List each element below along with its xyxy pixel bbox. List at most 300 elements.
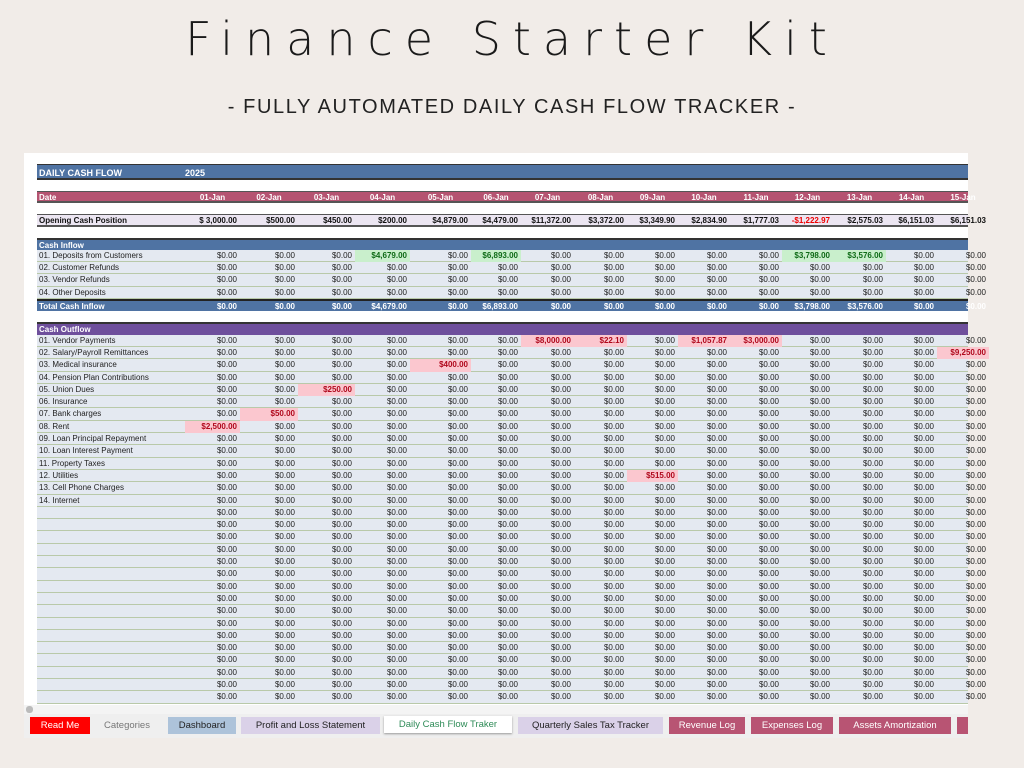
cell[interactable]: $0.00 (809, 384, 830, 394)
cell[interactable]: $0.00 (654, 507, 675, 517)
cell[interactable]: $0.00 (216, 409, 237, 419)
cell[interactable]: $0.00 (706, 347, 727, 357)
cell[interactable]: $0.00 (913, 384, 934, 394)
cell[interactable]: $0.00 (216, 347, 237, 357)
cell[interactable]: $0.00 (654, 643, 675, 653)
cell[interactable]: -$1,222.97 (791, 216, 830, 226)
cell[interactable]: $0.00 (758, 397, 779, 407)
cell[interactable]: $0.00 (274, 593, 295, 603)
cell[interactable]: $0.00 (331, 335, 352, 345)
cell[interactable]: 12-Jan (794, 193, 821, 202)
cell[interactable]: $4,879.00 (432, 216, 468, 226)
cell[interactable]: $0.00 (758, 434, 779, 444)
cell[interactable]: $0.00 (913, 360, 934, 370)
cell[interactable]: $0.00 (913, 569, 934, 579)
cell[interactable]: $8,000.00 (521, 335, 574, 347)
cell[interactable]: $0.00 (550, 372, 571, 382)
cell[interactable]: $0.00 (965, 630, 986, 640)
cell[interactable]: $0.00 (447, 263, 468, 273)
cell[interactable]: $0.00 (706, 520, 727, 530)
cell[interactable]: $0.00 (497, 532, 518, 542)
cell[interactable]: $0.00 (216, 372, 237, 382)
cell[interactable]: $0.00 (550, 618, 571, 628)
cell[interactable]: $0.00 (550, 667, 571, 677)
cell[interactable]: $0.00 (654, 630, 675, 640)
cell[interactable]: $0.00 (331, 458, 352, 468)
cell[interactable]: $0.00 (913, 434, 934, 444)
cell[interactable]: $0.00 (274, 679, 295, 689)
cell[interactable]: $0.00 (913, 250, 934, 260)
cell[interactable]: $0.00 (386, 544, 407, 554)
cell[interactable]: $0.00 (274, 495, 295, 505)
cell[interactable]: $0.00 (331, 692, 352, 702)
cell[interactable]: $0.00 (331, 347, 352, 357)
cell[interactable]: $0.00 (913, 458, 934, 468)
cell[interactable]: $0.00 (386, 643, 407, 653)
cell[interactable]: $0.00 (274, 421, 295, 431)
cell[interactable]: $0.00 (706, 421, 727, 431)
cell[interactable]: $0.00 (758, 581, 779, 591)
cell[interactable]: $0.00 (331, 275, 352, 285)
cell[interactable]: $400.00 (410, 359, 471, 371)
cell[interactable]: $22.10 (574, 335, 627, 347)
cell[interactable]: $0.00 (758, 421, 779, 431)
cell[interactable]: $3,000.00 (730, 335, 782, 347)
cell[interactable]: $0.00 (274, 643, 295, 653)
cell[interactable]: $0.00 (331, 630, 352, 640)
cell[interactable]: $0.00 (386, 507, 407, 517)
cell[interactable]: $0.00 (447, 347, 468, 357)
cell[interactable]: $0.00 (913, 483, 934, 493)
cell[interactable]: $0.00 (758, 655, 779, 665)
cell[interactable]: $0.00 (331, 483, 352, 493)
cell[interactable]: 11-Jan (743, 193, 769, 202)
cell[interactable]: 09-Jan (639, 193, 666, 202)
cell[interactable]: $0.00 (497, 495, 518, 505)
cell[interactable]: $0.00 (913, 618, 934, 628)
cell[interactable]: $0.00 (758, 618, 779, 628)
cell[interactable]: $0.00 (447, 397, 468, 407)
cell[interactable]: $0.00 (386, 483, 407, 493)
cell[interactable]: $0.00 (274, 458, 295, 468)
cell[interactable]: $0.00 (809, 593, 830, 603)
cell[interactable]: $0.00 (603, 532, 624, 542)
cell[interactable]: $0.00 (654, 335, 675, 345)
cell[interactable]: $0.00 (497, 507, 518, 517)
cell[interactable]: $0.00 (386, 263, 407, 273)
cell[interactable]: $0.00 (965, 360, 986, 370)
cell[interactable]: $0.00 (862, 544, 883, 554)
cell[interactable]: $0.00 (809, 335, 830, 345)
sheet-tab[interactable]: Assets Amortization (839, 717, 951, 734)
cell[interactable]: $0.00 (447, 544, 468, 554)
cell[interactable]: $0.00 (913, 544, 934, 554)
cell[interactable]: $0.00 (386, 470, 407, 480)
cell[interactable]: $0.00 (809, 655, 830, 665)
cell[interactable]: $0.00 (603, 446, 624, 456)
cell[interactable]: $0.00 (497, 606, 518, 616)
cell[interactable]: $0.00 (603, 397, 624, 407)
cell[interactable]: $0.00 (913, 275, 934, 285)
cell[interactable]: 13-Jan (846, 193, 873, 202)
cell[interactable]: $0.00 (386, 593, 407, 603)
cell[interactable]: $0.00 (654, 544, 675, 554)
cell[interactable]: $0.00 (550, 446, 571, 456)
cell[interactable]: $0.00 (497, 593, 518, 603)
sheet-tab[interactable]: Daily Cash Flow Traker (384, 716, 512, 733)
cell[interactable]: $0.00 (965, 581, 986, 591)
cell[interactable]: $0.00 (758, 302, 779, 312)
cell[interactable]: $0.00 (447, 606, 468, 616)
cell[interactable]: $0.00 (965, 593, 986, 603)
cell[interactable]: $0.00 (862, 275, 883, 285)
cell[interactable]: $0.00 (331, 618, 352, 628)
cell[interactable]: $0.00 (654, 667, 675, 677)
cell[interactable]: $0.00 (274, 470, 295, 480)
cell[interactable]: $1,057.87 (678, 335, 730, 347)
cell[interactable]: $0.00 (386, 557, 407, 567)
sheet-tab[interactable] (957, 717, 968, 734)
cell[interactable]: $0.00 (654, 263, 675, 273)
cell[interactable]: $0.00 (965, 532, 986, 542)
cell[interactable]: $0.00 (497, 520, 518, 530)
cell[interactable]: $0.00 (550, 581, 571, 591)
cell[interactable]: $0.00 (706, 618, 727, 628)
cell[interactable]: $0.00 (913, 643, 934, 653)
cell[interactable]: $0.00 (386, 655, 407, 665)
cell[interactable]: 15-Jan (950, 193, 976, 202)
cell[interactable]: $0.00 (550, 507, 571, 517)
cell[interactable]: $500.00 (266, 216, 295, 226)
cell[interactable]: $0.00 (447, 643, 468, 653)
cell[interactable]: $0.00 (965, 397, 986, 407)
cell[interactable]: $0.00 (603, 655, 624, 665)
cell[interactable]: $1,777.03 (743, 216, 779, 226)
cell[interactable]: $0.00 (965, 421, 986, 431)
cell[interactable]: $0.00 (654, 275, 675, 285)
cell[interactable]: $0.00 (447, 409, 468, 419)
cell[interactable]: $0.00 (758, 692, 779, 702)
cell[interactable]: $0.00 (654, 302, 675, 312)
cell[interactable]: $0.00 (331, 263, 352, 273)
cell[interactable]: $0.00 (809, 372, 830, 382)
cell[interactable]: 04-Jan (369, 193, 396, 202)
cell[interactable]: $0.00 (758, 458, 779, 468)
cell[interactable]: $0.00 (862, 347, 883, 357)
cell[interactable]: $0.00 (274, 250, 295, 260)
cell[interactable]: $0.00 (447, 275, 468, 285)
cell[interactable]: $2,834.90 (691, 216, 727, 226)
cell[interactable]: $0.00 (862, 409, 883, 419)
cell[interactable]: $0.00 (913, 372, 934, 382)
cell[interactable]: $0.00 (274, 434, 295, 444)
cell[interactable]: $0.00 (758, 643, 779, 653)
cell[interactable]: $0.00 (447, 434, 468, 444)
cell[interactable]: $0.00 (550, 520, 571, 530)
cell[interactable]: $0.00 (862, 483, 883, 493)
cell[interactable]: $0.00 (447, 335, 468, 345)
sheet-tab[interactable]: Dashboard (168, 717, 236, 734)
sheet-tab[interactable]: Profit and Loss Statement (241, 717, 380, 734)
cell[interactable]: $0.00 (965, 275, 986, 285)
cell[interactable]: 07-Jan (534, 193, 561, 202)
cell[interactable]: $0.00 (216, 692, 237, 702)
cell[interactable]: $0.00 (550, 458, 571, 468)
cell[interactable]: $0.00 (331, 250, 352, 260)
cell[interactable]: $0.00 (809, 667, 830, 677)
cell[interactable]: $0.00 (809, 458, 830, 468)
cell[interactable]: $0.00 (447, 569, 468, 579)
cell[interactable]: $0.00 (216, 569, 237, 579)
cell[interactable]: $0.00 (550, 434, 571, 444)
cell[interactable]: $0.00 (550, 421, 571, 431)
cell[interactable]: $0.00 (386, 569, 407, 579)
cell[interactable]: $0.00 (809, 520, 830, 530)
cell[interactable]: $0.00 (758, 250, 779, 260)
cell[interactable]: $0.00 (386, 618, 407, 628)
cell[interactable]: $0.00 (447, 302, 468, 312)
cell[interactable]: $0.00 (809, 421, 830, 431)
cell[interactable]: $0.00 (447, 520, 468, 530)
cell[interactable]: $0.00 (965, 507, 986, 517)
sheet-tab[interactable]: Expenses Log (751, 717, 833, 734)
cell[interactable]: $0.00 (497, 557, 518, 567)
cell[interactable]: $0.00 (654, 557, 675, 567)
cell[interactable]: $0.00 (386, 397, 407, 407)
cell[interactable]: $0.00 (331, 397, 352, 407)
cell[interactable]: $0.00 (913, 581, 934, 591)
cell[interactable]: $0.00 (965, 287, 986, 297)
cell[interactable]: $0.00 (809, 557, 830, 567)
cell[interactable]: $0.00 (603, 470, 624, 480)
cell[interactable]: $0.00 (331, 679, 352, 689)
cell[interactable]: $0.00 (758, 630, 779, 640)
cell[interactable]: $0.00 (386, 630, 407, 640)
cell[interactable]: $0.00 (603, 692, 624, 702)
cell[interactable]: $0.00 (274, 397, 295, 407)
cell[interactable]: $0.00 (497, 470, 518, 480)
cell[interactable]: $0.00 (331, 544, 352, 554)
cell[interactable]: $0.00 (603, 372, 624, 382)
cell[interactable]: $0.00 (447, 667, 468, 677)
cell[interactable]: $0.00 (603, 507, 624, 517)
cell[interactable]: $0.00 (758, 544, 779, 554)
cell[interactable]: $0.00 (603, 263, 624, 273)
cell[interactable]: $0.00 (965, 569, 986, 579)
cell[interactable]: $0.00 (913, 470, 934, 480)
cell[interactable]: $0.00 (809, 581, 830, 591)
cell[interactable]: $0.00 (603, 495, 624, 505)
cell[interactable]: $0.00 (862, 581, 883, 591)
cell[interactable]: $0.00 (809, 569, 830, 579)
cell[interactable]: $0.00 (758, 360, 779, 370)
cell[interactable]: $0.00 (603, 458, 624, 468)
cell[interactable]: 06-Jan (483, 193, 509, 202)
cell[interactable]: $0.00 (216, 679, 237, 689)
cell[interactable]: $0.00 (497, 630, 518, 640)
cell[interactable]: $0.00 (603, 544, 624, 554)
cell[interactable]: $0.00 (550, 692, 571, 702)
cell[interactable]: $0.00 (550, 655, 571, 665)
cell[interactable]: $0.00 (331, 507, 352, 517)
cell[interactable]: $0.00 (913, 667, 934, 677)
cell[interactable]: $0.00 (965, 544, 986, 554)
cell[interactable]: $4,679.00 (355, 250, 410, 262)
cell[interactable]: $0.00 (331, 569, 352, 579)
cell[interactable]: $0.00 (447, 679, 468, 689)
cell[interactable]: $0.00 (386, 458, 407, 468)
cell[interactable]: $0.00 (386, 581, 407, 591)
cell[interactable]: $0.00 (497, 263, 518, 273)
cell[interactable]: $0.00 (758, 470, 779, 480)
cell[interactable]: $0.00 (497, 397, 518, 407)
cell[interactable]: $9,250.00 (937, 347, 989, 359)
cell[interactable]: 05-Jan (427, 193, 454, 202)
cell[interactable]: $0.00 (274, 618, 295, 628)
cell[interactable]: $0.00 (706, 397, 727, 407)
cell[interactable]: $0.00 (654, 434, 675, 444)
cell[interactable]: $0.00 (913, 593, 934, 603)
cell[interactable]: $0.00 (706, 250, 727, 260)
cell[interactable]: $0.00 (550, 409, 571, 419)
cell[interactable]: $0.00 (497, 360, 518, 370)
cell[interactable]: $3,576.00 (833, 250, 886, 262)
cell[interactable]: $0.00 (497, 347, 518, 357)
cell[interactable]: $0.00 (706, 495, 727, 505)
cell[interactable]: $0.00 (706, 593, 727, 603)
cell[interactable]: $0.00 (331, 520, 352, 530)
cell[interactable]: $0.00 (862, 630, 883, 640)
cell[interactable]: $0.00 (550, 263, 571, 273)
cell[interactable]: $0.00 (809, 275, 830, 285)
cell[interactable]: $0.00 (758, 593, 779, 603)
cell[interactable]: $0.00 (274, 372, 295, 382)
cell[interactable]: $4,479.00 (482, 216, 518, 226)
sheet-tab[interactable]: Quarterly Sales Tax Tracker (518, 717, 663, 734)
cell[interactable]: $0.00 (447, 470, 468, 480)
cell[interactable]: $0.00 (274, 384, 295, 394)
cell[interactable]: $0.00 (550, 643, 571, 653)
cell[interactable]: $0.00 (603, 667, 624, 677)
cell[interactable]: $0.00 (862, 372, 883, 382)
cell[interactable]: $0.00 (386, 495, 407, 505)
cell[interactable]: $0.00 (965, 618, 986, 628)
cell[interactable]: $0.00 (274, 335, 295, 345)
cell[interactable]: $0.00 (758, 263, 779, 273)
cell[interactable]: $0.00 (216, 581, 237, 591)
cell[interactable]: $0.00 (706, 667, 727, 677)
cell[interactable]: $0.00 (386, 421, 407, 431)
cell[interactable]: $0.00 (331, 593, 352, 603)
cell[interactable]: $0.00 (550, 569, 571, 579)
cell[interactable]: $0.00 (447, 250, 468, 260)
cell[interactable]: $0.00 (274, 692, 295, 702)
cell[interactable]: $0.00 (550, 360, 571, 370)
cell[interactable]: $0.00 (331, 302, 352, 312)
cell[interactable]: $0.00 (216, 434, 237, 444)
cell[interactable]: $0.00 (965, 679, 986, 689)
cell[interactable]: $0.00 (758, 275, 779, 285)
cell[interactable]: $0.00 (809, 446, 830, 456)
cell[interactable]: $0.00 (497, 544, 518, 554)
cell[interactable]: $0.00 (550, 679, 571, 689)
cell[interactable]: $50.00 (240, 408, 298, 420)
cell[interactable]: $0.00 (603, 630, 624, 640)
cell[interactable]: $0.00 (913, 532, 934, 542)
cell[interactable]: $0.00 (550, 606, 571, 616)
cell[interactable]: $0.00 (603, 569, 624, 579)
cell[interactable]: $2,500.00 (185, 421, 240, 433)
cell[interactable]: $0.00 (913, 287, 934, 297)
cell[interactable]: $0.00 (216, 667, 237, 677)
cell[interactable]: $0.00 (386, 434, 407, 444)
cell[interactable]: $0.00 (550, 557, 571, 567)
cell[interactable]: $0.00 (706, 581, 727, 591)
cell[interactable]: $0.00 (386, 275, 407, 285)
cell[interactable]: $0.00 (274, 544, 295, 554)
cell[interactable]: $0.00 (216, 275, 237, 285)
cell[interactable]: $0.00 (913, 263, 934, 273)
cell[interactable]: $0.00 (913, 679, 934, 689)
cell[interactable]: $0.00 (862, 520, 883, 530)
cell[interactable]: $0.00 (447, 630, 468, 640)
horizontal-scrollbar[interactable] (24, 705, 968, 714)
cell[interactable]: $0.00 (965, 667, 986, 677)
cell[interactable]: $0.00 (965, 692, 986, 702)
cell[interactable]: $0.00 (809, 618, 830, 628)
cell[interactable]: $0.00 (550, 593, 571, 603)
cell[interactable]: $0.00 (758, 495, 779, 505)
cell[interactable]: $0.00 (447, 372, 468, 382)
cell[interactable]: $0.00 (274, 347, 295, 357)
cell[interactable]: $0.00 (216, 458, 237, 468)
cell[interactable]: $0.00 (447, 287, 468, 297)
cell[interactable]: $0.00 (965, 655, 986, 665)
cell[interactable]: $0.00 (862, 384, 883, 394)
cell[interactable]: $0.00 (216, 643, 237, 653)
cell[interactable]: $0.00 (862, 335, 883, 345)
cell[interactable]: $0.00 (447, 446, 468, 456)
cell[interactable]: $0.00 (274, 606, 295, 616)
cell[interactable]: $0.00 (654, 532, 675, 542)
cell[interactable]: $0.00 (809, 397, 830, 407)
cell[interactable]: $0.00 (603, 421, 624, 431)
cell[interactable]: $0.00 (550, 495, 571, 505)
cell[interactable]: $3,798.00 (794, 302, 830, 312)
cell[interactable]: $0.00 (216, 250, 237, 260)
cell[interactable]: $0.00 (706, 630, 727, 640)
cell[interactable]: $0.00 (447, 618, 468, 628)
cell[interactable]: $0.00 (862, 593, 883, 603)
cell[interactable]: $0.00 (965, 409, 986, 419)
cell[interactable]: $0.00 (447, 655, 468, 665)
cell[interactable]: $0.00 (654, 679, 675, 689)
sheet-tab[interactable]: Categories (96, 717, 158, 734)
cell[interactable]: $0.00 (386, 372, 407, 382)
cell[interactable]: $0.00 (758, 384, 779, 394)
cell[interactable]: $0.00 (603, 434, 624, 444)
cell[interactable]: $0.00 (706, 544, 727, 554)
cell[interactable]: $0.00 (274, 655, 295, 665)
cell[interactable]: $0.00 (706, 446, 727, 456)
cell[interactable]: $0.00 (447, 384, 468, 394)
cell[interactable]: $0.00 (809, 544, 830, 554)
cell[interactable]: $0.00 (809, 409, 830, 419)
cell[interactable]: $0.00 (386, 679, 407, 689)
cell[interactable]: $0.00 (654, 618, 675, 628)
cell[interactable]: $0.00 (274, 667, 295, 677)
cell[interactable]: $0.00 (706, 532, 727, 542)
